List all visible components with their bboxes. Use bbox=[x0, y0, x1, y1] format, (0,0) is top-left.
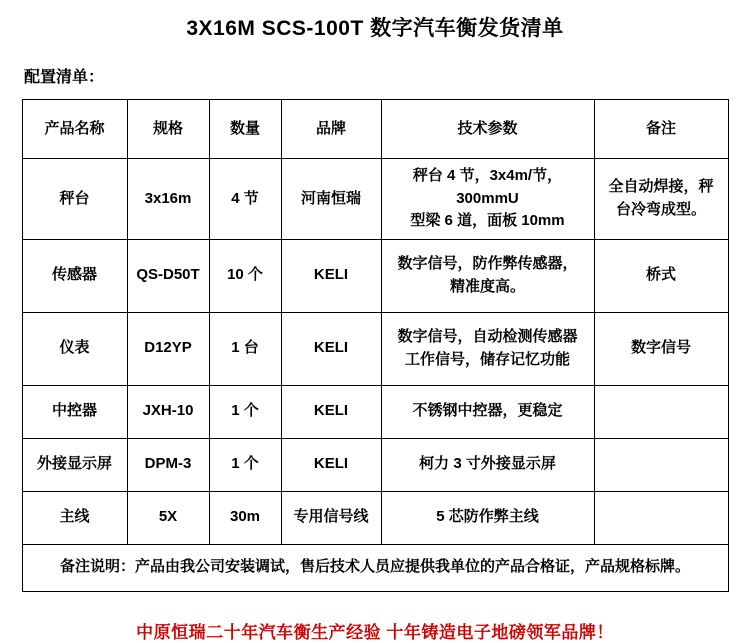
cell-tech: 柯力 3 寸外接显示屏 bbox=[381, 438, 594, 491]
config-list-label: 配置清单： bbox=[24, 69, 105, 86]
cell-quantity: 4 节 bbox=[209, 159, 281, 240]
cell-product-name: 主线 bbox=[22, 491, 127, 544]
cell-brand: 河南恒瑞 bbox=[281, 159, 381, 240]
cell-spec: 5X bbox=[127, 491, 209, 544]
cell-product-name: 外接显示屏 bbox=[22, 438, 127, 491]
cell-note bbox=[594, 491, 728, 544]
table-header-row bbox=[22, 100, 728, 159]
cell-brand: KELI bbox=[281, 312, 381, 385]
cell-brand: KELI bbox=[281, 239, 381, 312]
cell-note bbox=[594, 438, 728, 491]
column-header-name: 产品名称 bbox=[22, 100, 127, 159]
cell-brand: KELI bbox=[281, 385, 381, 438]
cell-product-name: 秤台 bbox=[22, 159, 127, 240]
column-header-tech: 技术参数 bbox=[381, 100, 594, 159]
document-page bbox=[0, 12, 750, 642]
cell-brand: KELI bbox=[281, 438, 381, 491]
cell-tech-line-1: 秤台 4 节，3x4m/节，300mmU bbox=[412, 167, 563, 207]
cell-product-name: 仪表 bbox=[22, 312, 127, 385]
cell-spec: 3x16m bbox=[127, 159, 209, 240]
cell-tech-line-2: 工作信号，储存记忆功能 bbox=[404, 350, 570, 368]
cell-tech-line-2: 精准度高。 bbox=[449, 277, 525, 295]
cell-tech: 不锈钢中控器，更稳定 bbox=[381, 385, 594, 438]
cell-spec: JXH-10 bbox=[127, 385, 209, 438]
column-header-spec: 规格 bbox=[127, 100, 209, 159]
cell-quantity: 1 个 bbox=[209, 385, 281, 438]
remark-text: 备注说明：产品由我公司安装调试，售后技术人员应提供我单位的产品合格证，产品规格标牌。 bbox=[22, 544, 728, 591]
cell-spec: DPM-3 bbox=[127, 438, 209, 491]
cell-tech bbox=[381, 239, 594, 312]
table-row bbox=[22, 239, 728, 312]
table-row bbox=[22, 438, 728, 491]
cell-brand: 专用信号线 bbox=[281, 491, 381, 544]
page-title: 3X16M SCS-100T 数字汽车衡发货清单 bbox=[186, 17, 564, 40]
cell-tech bbox=[381, 159, 594, 240]
table-remark-row bbox=[22, 544, 728, 591]
column-header-quantity: 数量 bbox=[209, 100, 281, 159]
cell-spec: QS-D50T bbox=[127, 239, 209, 312]
cell-note: 数字信号 bbox=[594, 312, 728, 385]
cell-tech: 5 芯防作弊主线 bbox=[381, 491, 594, 544]
table-row bbox=[22, 159, 728, 240]
footer-slogan: 中原恒瑞二十年汽车衡生产经验 十年铸造电子地磅领军品牌！ bbox=[136, 622, 614, 642]
cell-note-line-1: 全自动焊接，秤 bbox=[608, 178, 714, 196]
cell-note: 桥式 bbox=[594, 239, 728, 312]
cell-quantity: 10 个 bbox=[209, 239, 281, 312]
cell-note bbox=[594, 159, 728, 240]
cell-product-name: 中控器 bbox=[22, 385, 127, 438]
cell-tech-line-2: 型梁 6 道，面板 10mm bbox=[410, 212, 565, 229]
table-row bbox=[22, 491, 728, 544]
specification-table bbox=[22, 99, 729, 592]
cell-quantity: 1 个 bbox=[209, 438, 281, 491]
cell-quantity: 30m bbox=[209, 491, 281, 544]
table-row bbox=[22, 385, 728, 438]
cell-spec: D12YP bbox=[127, 312, 209, 385]
cell-tech bbox=[381, 312, 594, 385]
cell-note-line-2: 台冷弯成型。 bbox=[615, 200, 706, 218]
cell-tech-line-1: 数字信号，防作弊传感器， bbox=[397, 255, 578, 272]
cell-product-name: 传感器 bbox=[22, 239, 127, 312]
cell-note bbox=[594, 385, 728, 438]
column-header-note: 备注 bbox=[594, 100, 728, 159]
table-row bbox=[22, 312, 728, 385]
cell-quantity: 1 台 bbox=[209, 312, 281, 385]
column-header-brand: 品牌 bbox=[281, 100, 381, 159]
cell-tech-line-1: 数字信号，自动检测传感器 bbox=[397, 328, 578, 345]
